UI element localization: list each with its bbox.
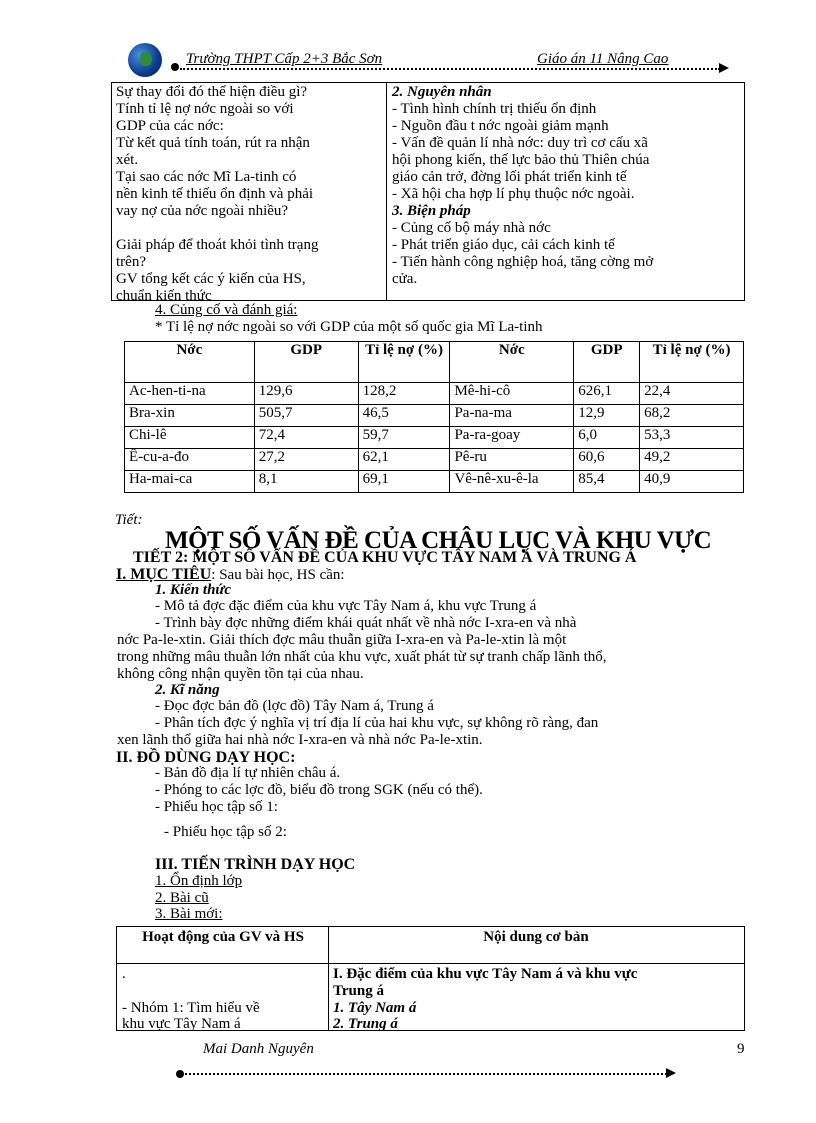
cause-item: - Vấn đề quản lí nhà nớc: duy trì cơ cấu xã (392, 135, 648, 151)
left-line: chuẩn kiến thức (116, 288, 212, 304)
activity-dot: . (122, 966, 126, 982)
table-cell: 27,2 (254, 449, 358, 471)
knowledge-item: nớc Pa-le-xtin. Giải thích đợc mâu thuẫn giữa I-xra-en và Pa-le-xtin là một (117, 632, 567, 648)
table-cell: Pa-na-ma (450, 405, 574, 427)
skill-item: - Đọc đợc bản đồ (lợc đồ) Tây Nam á, Trung á (155, 698, 434, 714)
activity-line: - Nhóm 1: Tìm hiểu về (122, 1000, 260, 1016)
top-table-right-column (392, 84, 744, 288)
measure-item: - Phát triển giáo dục, cải cách kinh tế (392, 237, 615, 253)
top-activity-table (111, 82, 745, 304)
header-doc-title: Giáo án 11 Nâng Cao (537, 51, 669, 67)
table-cell: Vê-nê-xu-ê-la (450, 471, 574, 493)
header-bullet (171, 63, 179, 71)
skills-heading: 2. Kĩ năng (155, 682, 220, 698)
cause-item: giáo cản trở, đờng lối phát triển kinh tế (392, 169, 627, 185)
table-row (125, 449, 744, 471)
left-line: Tính tỉ lệ nợ nớc ngoài so với (116, 101, 294, 117)
skill-item: - Phân tích đợc ý nghĩa vị trí địa lí của hai khu vực, sự không rõ ràng, đan (155, 715, 599, 731)
knowledge-item: - Trình bày đợc những điểm khái quát nhất về nhà nớc I-xra-en và nhà (155, 615, 577, 631)
skill-item: xen lãnh thổ giữa hai nhà nớc I-xra-en và nhà nớc Pa-le-xtin. (117, 732, 483, 748)
left-line: vay nợ của nớc ngoài nhiều? (116, 203, 289, 219)
process-step: 1. Ổn định lớp (155, 873, 243, 889)
table-cell: 40,9 (640, 471, 744, 493)
table-cell: 6,0 (574, 427, 640, 449)
table-cell: 505,7 (254, 405, 358, 427)
header-dotted-line (180, 68, 720, 70)
equipment-item: - Phiếu học tập số 1: (155, 799, 278, 815)
cause-item: - Nguồn đầu t nớc ngoài giảm mạnh (392, 118, 609, 134)
objectives-intro: : Sau bài học, HS cần: (211, 567, 345, 583)
bottom-table-header-line (117, 963, 744, 964)
left-line: nền kinh tế thiếu ổn định và phải (116, 186, 314, 202)
col-header-country: Nớc (450, 342, 574, 383)
process-step: 3. Bài mới: (155, 906, 223, 922)
col-header-debt-ratio: Tỉ lệ nợ (%) (640, 342, 744, 383)
col-header-gdp: GDP (574, 342, 640, 383)
table-cell: 59,7 (358, 427, 450, 449)
table-cell: 128,2 (358, 383, 450, 405)
chapter-title: MỘT SỐ VẤN ĐỀ CỦA CHÂU LỤC VÀ KHU VỰC (165, 527, 712, 554)
left-line: xét. (116, 152, 139, 168)
table-cell: 49,2 (640, 449, 744, 471)
left-line: Từ kết quả tính toán, rút ra nhận (116, 135, 310, 151)
col-header-country: Nớc (125, 342, 255, 383)
col-header-content: Nội dung cơ bản (483, 929, 589, 945)
left-line: Tại sao các nớc Mĩ La-tinh có (116, 169, 297, 185)
col-header-gdp: GDP (254, 342, 358, 383)
equipment-item: - Phóng to các lợc đồ, biểu đồ trong SGK (nếu có thể). (155, 782, 483, 798)
header-arrow-icon (719, 63, 729, 73)
cause-item: hội phong kiến, thế lực bảo thủ Thiên chúa (392, 152, 650, 168)
activity-line: khu vực Tây Nam á (122, 1016, 241, 1032)
table-cell: 129,6 (254, 383, 358, 405)
left-line: GDP của các nớc: (116, 118, 224, 134)
left-line (116, 220, 384, 237)
knowledge-item: không công nhận quyền tồn tại của nhau. (117, 666, 364, 682)
table-cell: Mê-hi-cô (450, 383, 574, 405)
table-cell: 85,4 (574, 471, 640, 493)
equipment-item: - Phiếu học tập số 2: (164, 824, 287, 840)
equipment-item: - Bản đồ địa lí tự nhiên châu á. (155, 765, 341, 781)
table-cell: 626,1 (574, 383, 640, 405)
footer-dotted-line (185, 1073, 667, 1075)
process-step: 2. Bài cũ (155, 890, 209, 906)
table-cell: Pa-ra-goay (450, 427, 574, 449)
table-cell: 69,1 (358, 471, 450, 493)
left-line: Giải pháp để thoát khỏi tình trạng (116, 237, 319, 253)
col-header-debt-ratio: Tỉ lệ nợ (%) (358, 342, 450, 383)
measure-item: - Củng cố bộ máy nhà nớc (392, 220, 551, 236)
table-row (125, 427, 744, 449)
footer-arrow-icon (666, 1068, 676, 1078)
content-heading: I. Đặc điểm của khu vực Tây Nam á và khu vực (333, 966, 638, 982)
table-cell: 68,2 (640, 405, 744, 427)
process-heading: III. TIẾN TRÌNH DẠY HỌC (155, 856, 356, 873)
table-cell: 8,1 (254, 471, 358, 493)
table-row (125, 471, 744, 493)
table-cell: Bra-xin (125, 405, 255, 427)
lesson-activity-table (116, 926, 745, 1031)
knowledge-heading: 1. Kiến thức (155, 582, 232, 598)
measure-item: - Tiến hành công nghiệp hoá, tăng cờng mở (392, 254, 654, 270)
lesson-title: TIẾT 2: MỘT SỐ VẤN ĐỀ CỦA KHU VỰC TÂY NAM Á VÀ TRUNG Á (133, 549, 637, 566)
table-cell: Ê-cu-a-đo (125, 449, 255, 471)
objectives-label: I. MỤC TIÊU (116, 566, 212, 583)
debt-table-header-row (125, 342, 744, 383)
table-cell: 60,6 (574, 449, 640, 471)
footer-bullet (176, 1070, 184, 1078)
table-cell: Pê-ru (450, 449, 574, 471)
globe-land (140, 52, 152, 66)
table-cell: 46,5 (358, 405, 450, 427)
table-cell: 72,4 (254, 427, 358, 449)
header-school: Trường THPT Cấp 2+3 Bắc Sơn (186, 51, 383, 67)
causes-heading: 2. Nguyên nhân (392, 84, 492, 100)
consolidation-subtitle: * Tỉ lệ nợ nớc ngoài so với GDP của một số quốc gia Mĩ La-tinh (155, 319, 543, 335)
table-cell: 62,1 (358, 449, 450, 471)
table-cell: 53,3 (640, 427, 744, 449)
table-cell: Ha-mai-ca (125, 471, 255, 493)
footer-author: Mai Danh Nguyên (203, 1041, 314, 1057)
table-cell: Chi-lê (125, 427, 255, 449)
left-line: trên? (116, 254, 146, 270)
table-cell: Ac-hen-ti-na (125, 383, 255, 405)
knowledge-item: - Mô tả đợc đặc điểm của khu vực Tây Nam á, khu vực Trung á (155, 598, 537, 614)
top-table-left-column (116, 84, 384, 305)
consolidation-title: 4. Củng cố và đánh giá: (155, 302, 298, 318)
table-cell: 22,4 (640, 383, 744, 405)
col-header-activities: Hoạt động của GV và HS (142, 929, 304, 945)
top-table-divider (386, 83, 387, 300)
content-subheading: 1. Tây Nam á (333, 1000, 417, 1016)
page-number: 9 (737, 1041, 745, 1057)
debt-ratio-table (124, 341, 744, 493)
measures-heading: 3. Biện pháp (392, 203, 471, 219)
left-line: GV tổng kết các ý kiến của HS, (116, 271, 306, 287)
cause-item: - Xã hội cha hợp lí phụ thuộc nớc ngoài. (392, 186, 635, 202)
content-heading: Trung á (333, 983, 384, 999)
period-label: Tiết: (115, 512, 143, 528)
cause-item: - Tình hình chính trị thiếu ổn định (392, 101, 597, 117)
equipment-heading: II. ĐỒ DÙNG DẠY HỌC: (116, 749, 296, 766)
knowledge-item: trong những mâu thuẫn lớn nhất của khu vực, xuất phát từ sự tranh chấp lãnh thổ, (117, 649, 607, 665)
measure-item: cửa. (392, 271, 418, 287)
table-row (125, 383, 744, 405)
table-row (125, 405, 744, 427)
content-subheading: 2. Trung á (333, 1016, 398, 1032)
left-line: Sự thay đổi đó thể hiện điều gì? (116, 84, 308, 100)
table-cell: 12,9 (574, 405, 640, 427)
